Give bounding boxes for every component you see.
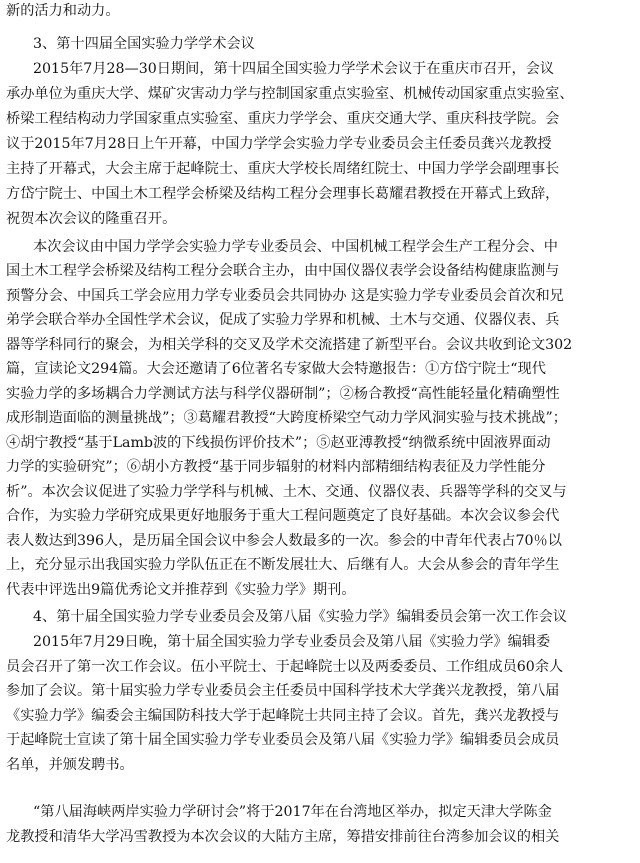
text-line: 合作，为实验力学研究成果更好地服务于重大工程问题奠定了良好基础。本次会议参会代 xyxy=(6,508,560,524)
text-line: 国土木工程学会桥梁及结构工程分会联合主办，由中国仪器仪表学会设备结构健康监测与 xyxy=(6,263,560,279)
text-line: 新的活力和动力。 xyxy=(6,3,120,19)
text-line: 参加了会议。第十届实验力学专业委员会主任委员中国科学技术大学龚兴龙教授，第八届 xyxy=(6,683,560,699)
text-line: ④胡宁教授“基于Lamb波的下线损伤评价技术”；⑤赵亚溥教授“纳微系统中固液界面动 xyxy=(6,435,551,451)
text-line: 2015年7月29日晚，第十届全国实验力学专业委员会及第八届《实验力学》编辑委 xyxy=(33,634,551,650)
text-line: “第八届海峡两岸实验力学研讨会”将于2017年在台湾地区举办，拟定天津大学陈金 xyxy=(33,804,552,820)
text-line: 力学的实验研究”；⑥胡小方教授“基于同步辐射的材料内部精细结构表征及力学性能分 xyxy=(6,459,546,475)
text-line: 于起峰院士宣读了第十届全国实验力学专业委员会及第八届《实验力学》编辑委员会成员 xyxy=(6,732,560,748)
text-line: 龙教授和清华大学冯雪教授为本次会议的大陆方主席，筹措安排前往台湾参加会议的相关 xyxy=(6,829,560,845)
text-line: 析”。本次会议促进了实验力学学科与机械、土木、交通、仪器仪表、兵器等学科的交叉与 xyxy=(6,484,567,500)
text-line: 表人数达到396人，是历届全国会议中参会人数最多的一次。参会的中青年代表占70％以 xyxy=(6,533,562,549)
text-line: 实验力学的多场耦合力学测试方法与科学仪器研制”；②杨合教授“高性能轻量化精确塑性 xyxy=(6,386,560,402)
text-line: 桥梁工程结构动力学国家重点实验室、重庆力学学会、重庆交通大学、重庆科技学院。会 xyxy=(6,111,560,127)
text-line: 成形制造面临的测量挑战”；③葛耀君教授“大跨度桥梁空气动力学风洞实验与技术挑战”； xyxy=(6,410,567,426)
text-line: 主持了开幕式，大会主席于起峰院士、重庆大学校长周绪红院士、中国力学学会副理事长 xyxy=(6,161,560,177)
text-line: 祝贺本次会议的隆重召开。 xyxy=(6,211,177,227)
text-line: 名单，并颁发聘书。 xyxy=(6,757,134,773)
text-line: 承办单位为重庆大学、煤矿灾害动力学与控制国家重点实验室、机械传动国家重点实验室、 xyxy=(6,86,574,102)
text-line: 篇，宣读论文294篇。大会还邀请了6位著名专家做大会特邀报告：①方岱宁院士“现代 xyxy=(6,361,546,377)
text-line: 议于2015年7月28日上午开幕，中国力学学会实验力学专业委员会主任委员龚兴龙教授 xyxy=(6,136,552,152)
text-line: 方岱宁院士、中国土木工程学会桥梁及结构工程分会理事长葛耀君教授在开幕式上致辞， xyxy=(6,186,560,202)
text-line: 2015年7月28—30日期间，第十四届全国实验力学学术会议于在重庆市召开，会议 xyxy=(33,61,555,77)
text-line: 员会召开了第一次工作会议。伍小平院士、于起峰院士以及两委委员、工作组成员60余人 xyxy=(6,659,564,675)
text-line: 《实验力学》编委会主编国防科技大学于起峰院士共同主持了会议。首先，龚兴龙教授与 xyxy=(6,708,560,724)
text-line: 上，充分显示出我国实验力学队伍正在不断发展壮大、后继有人。大会从参会的青年学生 xyxy=(6,557,560,573)
text-line: 器等学科同行的聚会，为相关学科的交叉及学术交流搭建了新型平台。会议共收到论文302 xyxy=(6,337,573,353)
section-heading: 3、第十四届全国实验力学学术会议 xyxy=(33,36,255,52)
text-line: 预警分会、中国兵工学会应用力学专业委员会共同协办 这是实验力学专业委员会首次和兄 xyxy=(6,288,564,304)
text-line: 本次会议由中国力学学会实验力学专业委员会、中国机械工程学会生产工程分会、中 xyxy=(33,239,558,255)
text-line: 代表中评选出9篇优秀论文并推荐到《实验力学》期刊。 xyxy=(6,582,356,598)
text-line: 弟学会联合举办全国性学术会议，促成了实验力学界和机械、土木与交通、仪器仪表、兵 xyxy=(6,312,560,328)
section-heading: 4、第十届全国实验力学专业委员会及第八届《实验力学》编辑委员会第一次工作会议 xyxy=(33,609,567,625)
